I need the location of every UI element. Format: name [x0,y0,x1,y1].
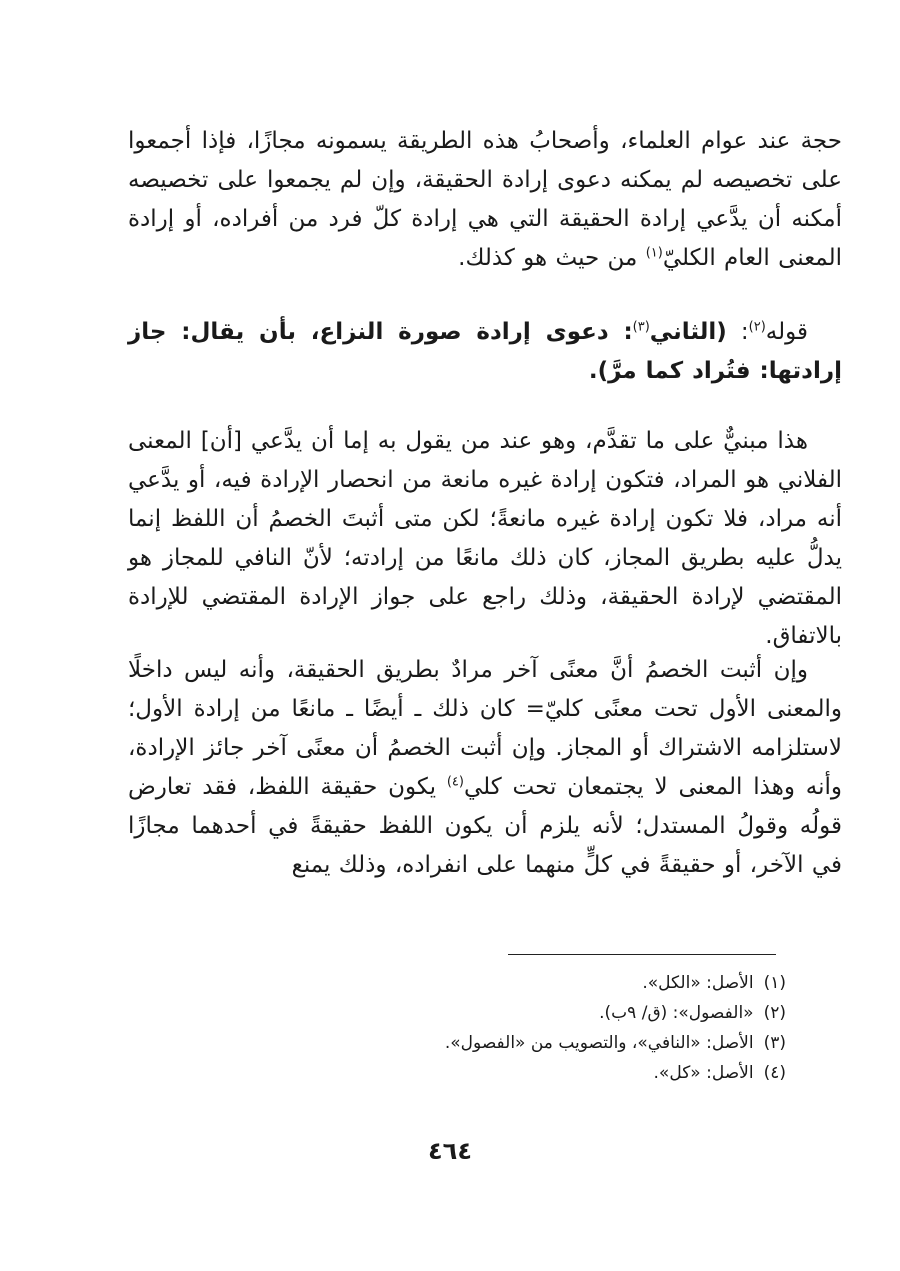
footnote-ref-4: (٤) [446,774,464,790]
paragraph-4-tail: يكون حقيقة اللفظ، فقد تعارض قولُه وقولُ المستدل؛ لأنه يلزم أن يكون اللفظ حقيقةً في أحدهما مجازًا في الآخر، أو حقيقةً في كلٍّ منهما على انفراده، وذلك يمنع [128,774,842,878]
footnote-2-number: (٢) [763,1003,786,1023]
footnote-4-text: الأصل: «كل». [653,1063,754,1083]
footnote-ref-3: (٣) [632,319,650,335]
paragraph-1-text: حجة عند عوام العلماء، وأصحابُ هذه الطريقة يسمونه مجازًا، فإذا أجمعوا على تخصيصه لم يمكنه دعوى إرادة الحقيقة، وإن لم يجمعوا على تخصيصه أمكنه أن يدَّعي إرادة الحقيقة التي هي إرادة كلّ فرد من أفراده، أو إرادة المعنى العام الكليّ [128,128,842,271]
paragraph-2-quote-start: (الثاني [649,319,727,345]
page-number: ٤٦٤ [428,1137,472,1165]
footnote-3-text: الأصل: «النافي»، والتصويب من «الفصول». [444,1033,754,1053]
paragraph-4-text: وإن أثبت الخصمُ أنَّ معنًى آخر مرادٌ بطريق الحقيقة، وأنه ليس داخلًا والمعنى الأول تحت معنًى كليّ= كان ذلك ـ أيضًا ـ مانعًا من إرادة الأول؛ لاستلزامه الاشتراك أو المجاز. وإن أثبت الخصمُ أن معنًى آخر جائز الإرادة، وأنه وهذا المعنى لا يجتمعان تحت كلي [128,657,842,800]
paragraph-2-lead: قوله [765,319,808,345]
footnote-1 [128,968,786,998]
paragraph-3 [128,422,842,656]
paragraph-3-text: هذا مبنيٌّ على ما تقدَّم، وهو عند من يقول به إما أن يدَّعي [أن] المعنى الفلاني هو المراد، فتكون إرادة غيره مانعة من انحصار الإرادة فيه، أو يدَّعي أنه مراد، فلا تكون إرادة غيره مانعةً؛ لكن متى أثبتَ الخصمُ أن اللفظ إنما يدلُّ عليه بطريق المجاز، كان ذلك مانعًا من إرادته؛ لأنّ النافي للمجاز هو المقتضي لإرادة الحقيقة، وذلك راجع على جواز الإرادة المقتضي للإرادة بالاتفاق. [128,428,842,649]
footnote-2-text: «الفصول»: (ق/ ٩ب). [599,1003,754,1023]
footnote-4-number: (٤) [763,1063,786,1083]
footnote-1-text: الأصل: «الكل». [642,973,754,993]
footnotes [128,968,786,1088]
paragraph-2 [128,313,842,391]
footnote-3 [128,1028,786,1058]
footnote-separator [508,954,776,955]
footnote-ref-1: (١) [645,245,663,261]
paragraph-1-tail: من حيث هو كذلك. [458,245,646,271]
paragraph-1 [128,122,842,278]
footnote-ref-2: (٢) [748,319,766,335]
paragraph-2-colon: : [726,319,749,345]
footnote-3-number: (٣) [763,1033,786,1053]
paragraph-4 [128,651,842,885]
footnote-2 [128,998,786,1028]
paragraph-2-quote-rest: : دعوى إرادة صورة النزاع، بأن يقال: جاز إرادتها: فتُراد كما مرَّ). [128,319,842,384]
footnote-4 [128,1058,786,1088]
footnote-1-number: (١) [763,973,786,993]
